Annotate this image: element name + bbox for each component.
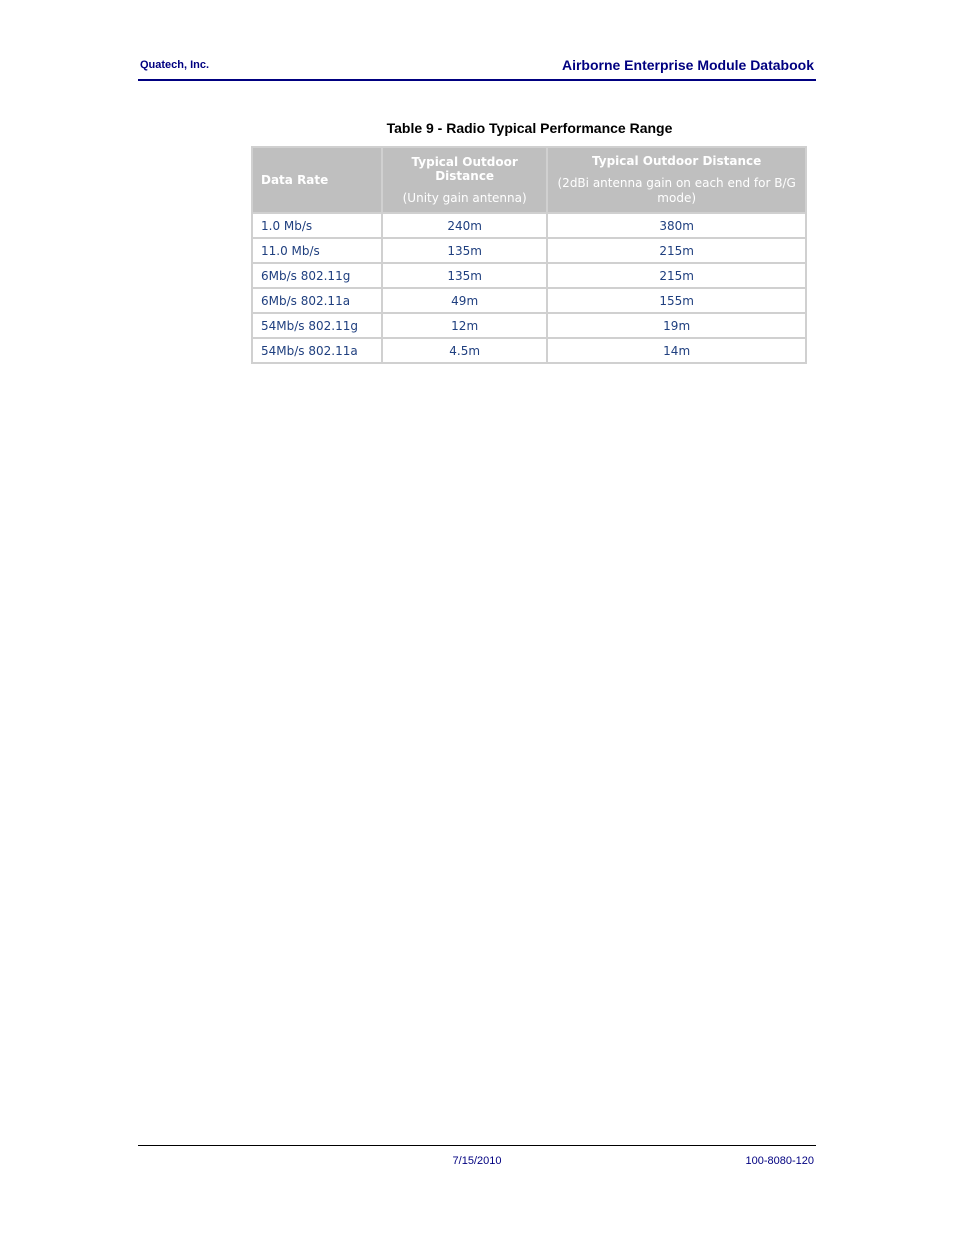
cell-2dbi-distance: 215m <box>548 264 805 287</box>
table-row <box>253 339 805 362</box>
header-2dbi-gain-title: Typical Outdoor Distance <box>592 154 762 168</box>
header-unity-gain <box>383 148 546 212</box>
cell-unity-distance: 240m <box>383 214 546 237</box>
footer-document-number: 100-8080-120 <box>745 1155 814 1167</box>
cell-unity-distance: 135m <box>383 264 546 287</box>
cell-unity-distance: 4.5m <box>383 339 546 362</box>
performance-table <box>251 146 807 364</box>
cell-unity-distance: 12m <box>383 314 546 337</box>
cell-data-rate: 54Mb/s 802.11a <box>253 339 381 362</box>
cell-2dbi-distance: 380m <box>548 214 805 237</box>
document-title: Airborne Enterprise Module Databook <box>561 57 814 73</box>
cell-data-rate: 54Mb/s 802.11g <box>253 314 381 337</box>
header-2dbi-gain <box>548 148 805 212</box>
cell-unity-distance: 49m <box>383 289 546 312</box>
header-unity-gain-sub: (Unity gain antenna) <box>402 190 527 205</box>
table-row <box>253 289 805 312</box>
cell-2dbi-distance: 215m <box>548 239 805 262</box>
cell-2dbi-distance: 14m <box>548 339 805 362</box>
table-row <box>253 264 805 287</box>
header-data-rate <box>253 148 381 212</box>
table-caption: Table 9 - Radio Typical Performance Range <box>386 120 673 136</box>
footer-date: 7/15/2010 <box>452 1155 502 1167</box>
cell-data-rate: 6Mb/s 802.11g <box>253 264 381 287</box>
cell-data-rate: 1.0 Mb/s <box>253 214 381 237</box>
company-name: Quatech, Inc. <box>140 59 210 71</box>
header-2dbi-gain-sub: (2dBi antenna gain on each end for B/G mode) <box>557 176 796 205</box>
table-row <box>253 314 805 337</box>
cell-2dbi-distance: 19m <box>548 314 805 337</box>
header-data-rate-label: Data Rate <box>261 173 329 187</box>
cell-data-rate: 6Mb/s 802.11a <box>253 289 381 312</box>
table-row <box>253 239 805 262</box>
cell-unity-distance: 135m <box>383 239 546 262</box>
footer-divider <box>138 1145 816 1146</box>
header-divider <box>138 79 816 81</box>
header-unity-gain-title: Typical Outdoor Distance <box>411 154 518 183</box>
cell-2dbi-distance: 155m <box>548 289 805 312</box>
table-row <box>253 214 805 237</box>
table-header-row <box>253 148 805 212</box>
cell-data-rate: 11.0 Mb/s <box>253 239 381 262</box>
